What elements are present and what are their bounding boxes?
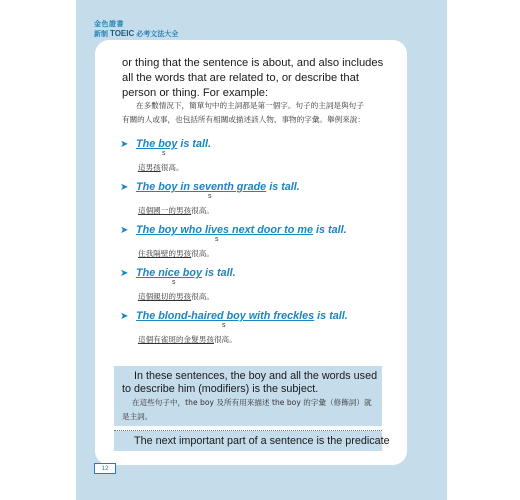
subject-marker: s: [222, 322, 226, 329]
subject-marker: s: [172, 279, 176, 286]
example-subject: The boy: [136, 138, 178, 150]
intro-translation-line2: 有關的人或事，也包括所有相關或描述該人物、事物的字彙。舉例來說：: [122, 115, 365, 124]
example-predicate: is tall.: [314, 310, 348, 322]
translation-subject: 這男孩: [138, 163, 161, 172]
summary-translation-line1: 在這些句子中，the boy 及所有用來描述 the boy 的字彙（修飾詞）就: [132, 398, 372, 407]
book-title-toeic: TOEIC: [109, 29, 135, 38]
example-translation: [138, 248, 214, 259]
subject-marker: s: [215, 236, 219, 243]
example-predicate: is tall.: [266, 181, 300, 193]
example-predicate: is tall.: [312, 224, 347, 236]
translation-rest: 很高。: [160, 163, 184, 172]
arrow-right-icon: ➤: [120, 182, 129, 193]
arrow-right-icon: ➤: [120, 225, 129, 236]
series-title: 金色證書: [94, 21, 124, 28]
next-paragraph: The next important part of a sentence is the predicate: [134, 435, 390, 447]
subject-marker: s: [162, 150, 166, 157]
book-title-suffix: 必考文法大全: [136, 31, 179, 38]
example-item: [120, 138, 211, 172]
arrow-right-icon: ➤: [120, 139, 129, 150]
example-translation: [138, 162, 184, 173]
example-sentence: [120, 267, 236, 280]
example-predicate: is tall.: [202, 267, 236, 279]
example-sentence: [120, 224, 347, 237]
subject-marker: s: [208, 193, 212, 200]
translation-rest: 很高。: [191, 206, 214, 215]
translation-rest: 很高。: [213, 335, 237, 344]
example-subject: The nice boy: [136, 267, 202, 279]
arrow-right-icon: ➤: [120, 311, 129, 322]
example-translation: [138, 334, 237, 345]
example-translation: [138, 205, 214, 216]
example-subject: The boy who lives next door to me: [136, 224, 313, 236]
translation-subject: 這個國一的男孩: [138, 206, 192, 215]
translation-rest: 很高。: [191, 249, 214, 258]
page-number: 12: [94, 463, 116, 474]
translation-subject: 這個親切的男孩: [138, 292, 192, 301]
summary-translation-line2: 是主詞。: [122, 412, 153, 421]
example-translation: [138, 291, 214, 302]
intro-translation-line1: 在多數情況下，簡單句中的主詞都是第一個字。句子的主詞是與句子: [136, 101, 364, 110]
example-subject: The blond-haired boy with freckles: [136, 310, 315, 322]
book-title: [94, 29, 178, 39]
translation-subject: 這個有雀斑的金髮男孩: [138, 335, 214, 344]
intro-translation: [122, 99, 382, 127]
example-item: [120, 267, 236, 301]
arrow-right-icon: ➤: [120, 268, 129, 279]
book-header: [94, 20, 178, 39]
translation-subject: 住我隔壁的男孩: [138, 249, 192, 258]
intro-paragraph: or thing that the sentence is about, and also includes all the words that are related to, or describe that person or thing. For example:: [122, 57, 384, 99]
example-predicate: is tall.: [177, 138, 211, 150]
summary-translation: [122, 396, 380, 424]
book-title-prefix: 新制: [94, 31, 108, 38]
summary-paragraph: In these sentences, the boy and all the words used to describe him (modifiers) is the subject.: [122, 370, 378, 395]
example-subject: The boy in seventh grade: [136, 181, 267, 193]
example-sentence: [120, 310, 348, 323]
translation-rest: 很高。: [191, 292, 214, 301]
example-item: [120, 310, 348, 344]
dotted-divider: [114, 430, 382, 431]
example-item: [120, 224, 347, 258]
example-item: [120, 181, 300, 215]
